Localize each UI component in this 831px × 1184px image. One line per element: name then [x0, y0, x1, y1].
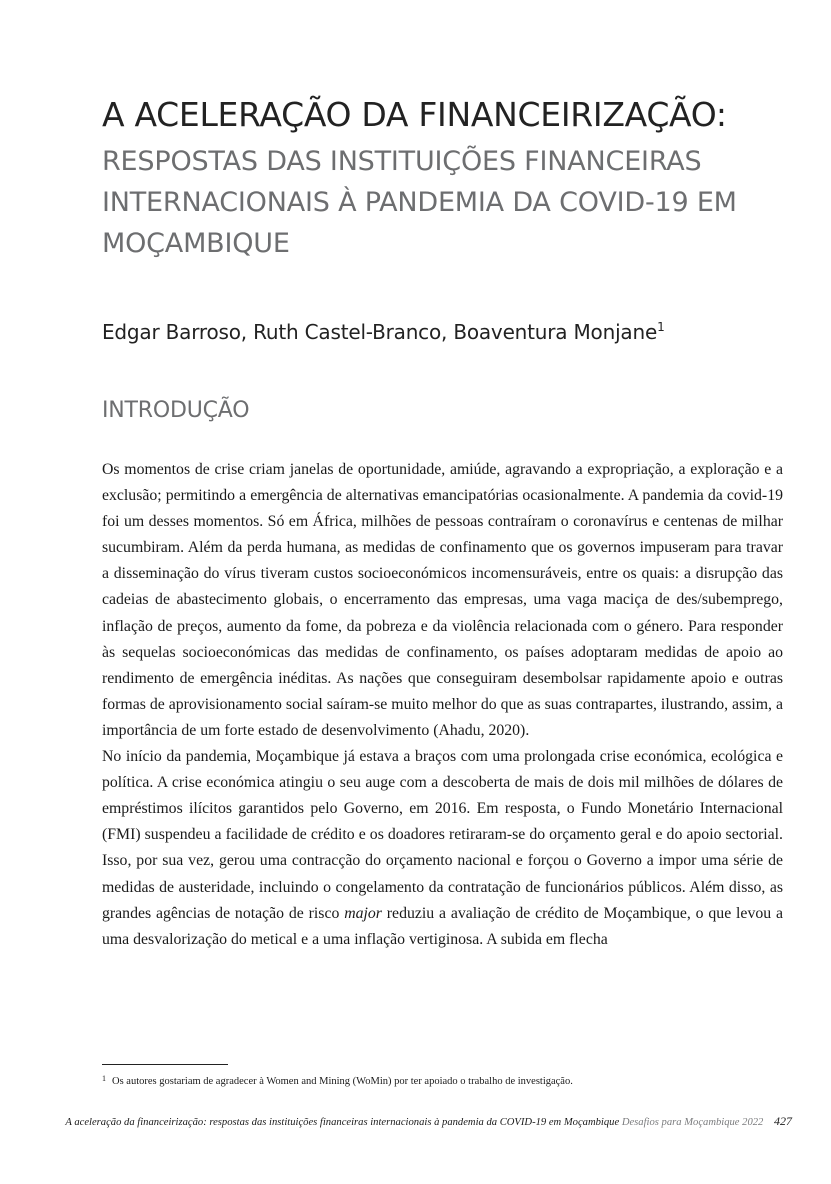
- paragraph-1: Os momentos de crise criam janelas de oportunidade, amiúde, agravando a expropriação, a exploração e a exclusão; permitindo a emergência de alternativas emancipatórias ocasionalmente. A pandemia da covid-19 foi um desses momentos. Só em África, milhões de pessoas contraíram o coronavírus e centenas de milhar sucumbiram. Além da perda humana, as medidas de confinamento que os governos impuseram para travar a disseminação do vírus tiveram custos socioeconómicos incomensuráveis, entre os quais: a disrupção das cadeias de abastecimento globais, o encerramento das empresas, uma vaga maciça de des/subemprego, inflação de preços, aumento da fome, da pobreza e da violência relacionada com o género. Para responder às sequelas socioeconómicas das medidas de confinamento, os países adoptaram medidas de apoio ao rendimento de emergência inéditas. As nações que conseguiram desembolsar rapidamente apoio e outras formas de aprovisionamento social saíram-se muito melhor do que as suas contrapartes, ilustrando, assim, a importância de um forte estado de desenvolvimento (Ahadu, 2020).: [102, 461, 783, 739]
- author-footnote-mark: 1: [657, 320, 665, 334]
- running-footer: [62, 1114, 792, 1130]
- footnote-mark: 1: [102, 1074, 106, 1083]
- footnote-text: Os autores gostariam de agradecer à Women and Mining (WoMin) por ter apoiado o trabalho de investigação.: [112, 1076, 573, 1087]
- article-subtitle: RESPOSTAS DAS INSTITUIÇÕES FINANCEIRAS INTERNACIONAIS À PANDEMIA DA COVID-19 EM MOÇAMBIQUE: [102, 146, 737, 259]
- paragraph-2: [102, 744, 783, 953]
- footnote-divider: [102, 1064, 228, 1065]
- body-text: [102, 457, 783, 953]
- article-title: A ACELERAÇÃO DA FINANCEIRIZAÇÃO:: [102, 95, 727, 134]
- footer-journal-name: Desafios para Moçambique 2022: [621, 1117, 764, 1128]
- page-number: 427: [774, 1114, 792, 1128]
- section-heading: INTRODUÇÃO: [102, 398, 250, 423]
- author-line: [102, 313, 792, 346]
- paragraph-2-part-2: reduziu a avaliação de crédito de Moçambique, o que levou a uma desvalorização do metical e a uma inflação vertiginosa. A subida em flecha: [102, 904, 783, 948]
- footnote: [102, 1072, 783, 1089]
- footer-article-title: A aceleração da financeirização: respostas das instituições financeiras internacionais à pandemia da COVID-19 em Moçambique: [65, 1117, 620, 1128]
- author-names: Edgar Barroso, Ruth Castel-Branco, Boaventura Monjane: [102, 320, 658, 344]
- paragraph-2-part-1: No início da pandemia, Moçambique já estava a braços com uma prolongada crise económica, ecológica e política. A crise económica atingiu o seu auge com a descoberta de mais de dois mil milhões de dólares de empréstimos ilícitos garantidos pelo Governo, em 2016. Em resposta, o Fundo Monetário Internacional (FMI) suspendeu a facilidade de crédito e os doadores retiraram-se do orçamento geral e do apoio sectorial. Isso, por sua vez, gerou uma contracção do orçamento nacional e forçou o Governo a impor uma série de medidas de austeridade, incluindo o congelamento da contratação de funcionários públicos. Além disso, as grandes agências de notação de risco: [102, 748, 783, 922]
- paragraph-2-italic-term: major: [344, 904, 382, 922]
